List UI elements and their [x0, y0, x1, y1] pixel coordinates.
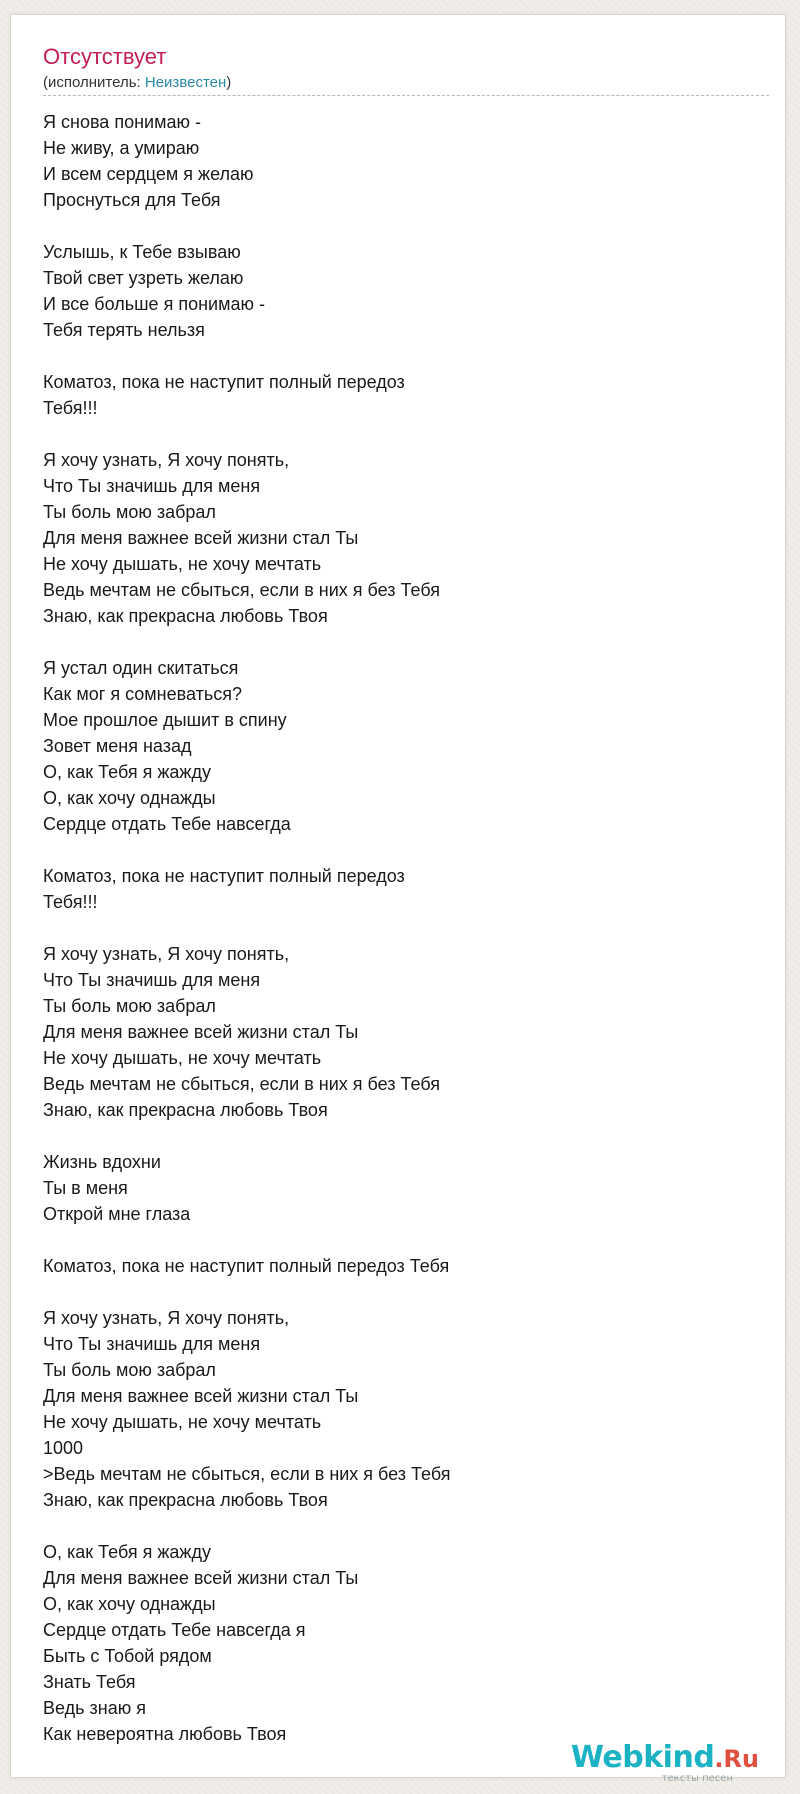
- lyrics-body: [43, 109, 763, 1773]
- lyric-line: Я хочу узнать, Я хочу понять,: [43, 1308, 290, 1328]
- lyric-line: И всем сердцем я желаю: [43, 164, 254, 184]
- lyric-line: Я устал один скитаться: [43, 658, 239, 678]
- site-logo[interactable]: [570, 1740, 759, 1784]
- lyric-line: Знать Тебя: [43, 1672, 136, 1692]
- lyrics-stanza: [43, 1305, 763, 1513]
- lyric-line: Ведь мечтам не сбыться, если в них я без Тебя: [43, 1074, 440, 1094]
- lyric-line: О, как хочу однажды: [43, 1594, 216, 1614]
- lyric-line: Услышь, к Тебе взываю: [43, 242, 241, 262]
- lyric-line: Я хочу узнать, Я хочу понять,: [43, 450, 290, 470]
- lyric-line: Открой мне глаза: [43, 1204, 191, 1224]
- lyric-line: Коматоз, пока не наступит полный передоз: [43, 866, 405, 886]
- lyric-line: Тебя терять нельзя: [43, 320, 205, 340]
- lyric-line: О, как Тебя я жажду: [43, 1542, 211, 1562]
- lyric-line: Для меня важнее всей жизни стал Ты: [43, 1568, 359, 1588]
- lyric-line: Коматоз, пока не наступит полный передоз Тебя: [43, 1256, 450, 1276]
- song-title: Отсутствует: [43, 44, 167, 69]
- lyric-line: Ты боль мою забрал: [43, 1360, 216, 1380]
- lyric-line: Ты в меня: [43, 1178, 128, 1198]
- lyrics-stanza: [43, 941, 763, 1123]
- logo-domain: .Ru: [714, 1745, 759, 1773]
- lyrics-stanza: [43, 109, 763, 213]
- lyrics-card: [10, 14, 786, 1784]
- lyric-line: Ты боль мою забрал: [43, 996, 216, 1016]
- lyric-line: О, как хочу однажды: [43, 788, 216, 808]
- lyric-line: >Ведь мечтам не сбыться, если в них я без Тебя: [43, 1464, 451, 1484]
- lyric-line: Как мог я сомневаться?: [43, 684, 242, 704]
- lyrics-stanza: [43, 239, 763, 343]
- lyric-line: Знаю, как прекрасна любовь Твоя: [43, 1490, 328, 1510]
- artist-link[interactable]: Неизвестен: [144, 74, 227, 91]
- lyrics-stanza: [43, 447, 763, 629]
- lyric-line: Для меня важнее всей жизни стал Ты: [43, 1386, 359, 1406]
- lyric-line: Ведь мечтам не сбыться, если в них я без Тебя: [43, 580, 440, 600]
- lyric-line: Ты боль мою забрал: [43, 502, 216, 522]
- artist-prefix: (исполнитель:: [43, 74, 145, 91]
- lyric-line: Что Ты значишь для меня: [43, 1334, 261, 1354]
- lyric-line: Для меня важнее всей жизни стал Ты: [43, 1022, 359, 1042]
- artist-line: [43, 73, 231, 93]
- lyric-line: Быть с Тобой рядом: [43, 1646, 212, 1666]
- lyric-line: И все больше я понимаю -: [43, 294, 265, 314]
- lyric-line: Знаю, как прекрасна любовь Твоя: [43, 606, 328, 626]
- lyric-line: Твой свет узреть желаю: [43, 268, 244, 288]
- lyrics-stanza: [43, 1253, 763, 1279]
- lyric-line: Я снова понимаю -: [43, 112, 201, 132]
- lyrics-stanza: [43, 369, 763, 421]
- lyric-line: Сердце отдать Тебе навсегда я: [43, 1620, 306, 1640]
- lyric-line: Знаю, как прекрасна любовь Твоя: [43, 1100, 328, 1120]
- lyric-line: Что Ты значишь для меня: [43, 476, 261, 496]
- lyric-line: Проснуться для Тебя: [43, 190, 221, 210]
- lyric-line: Не хочу дышать, не хочу мечтать: [43, 1048, 322, 1068]
- dashed-divider: [43, 95, 769, 96]
- lyric-line: Тебя!!!: [43, 398, 98, 418]
- logo-tagline: тексты песен: [661, 1773, 733, 1784]
- lyric-line: Коматоз, пока не наступит полный передоз: [43, 372, 405, 392]
- lyric-line: Не хочу дышать, не хочу мечтать: [43, 1412, 322, 1432]
- lyric-line: Ведь знаю я: [43, 1698, 146, 1718]
- logo-brand: Webkind: [570, 1740, 715, 1775]
- lyrics-stanza: [43, 1149, 763, 1227]
- lyrics-stanza: [43, 655, 763, 837]
- lyric-line: Я хочу узнать, Я хочу понять,: [43, 944, 290, 964]
- lyric-line: Сердце отдать Тебе навсегда: [43, 814, 291, 834]
- lyric-line: Как невероятна любовь Твоя: [43, 1724, 287, 1744]
- lyrics-stanza: [43, 863, 763, 915]
- lyric-line: Жизнь вдохни: [43, 1152, 161, 1172]
- lyrics-stanza: [43, 1539, 763, 1747]
- lyric-line: Зовет меня назад: [43, 736, 192, 756]
- lyric-line: 1000: [43, 1438, 84, 1458]
- lyric-line: Не живу, а умираю: [43, 138, 200, 158]
- lyric-line: Тебя!!!: [43, 892, 98, 912]
- artist-suffix: ): [226, 74, 232, 91]
- lyric-line: Для меня важнее всей жизни стал Ты: [43, 528, 359, 548]
- lyric-line: О, как Тебя я жажду: [43, 762, 211, 782]
- lyric-line: Не хочу дышать, не хочу мечтать: [43, 554, 322, 574]
- lyric-line: Мое прошлое дышит в спину: [43, 710, 287, 730]
- lyric-line: Что Ты значишь для меня: [43, 970, 261, 990]
